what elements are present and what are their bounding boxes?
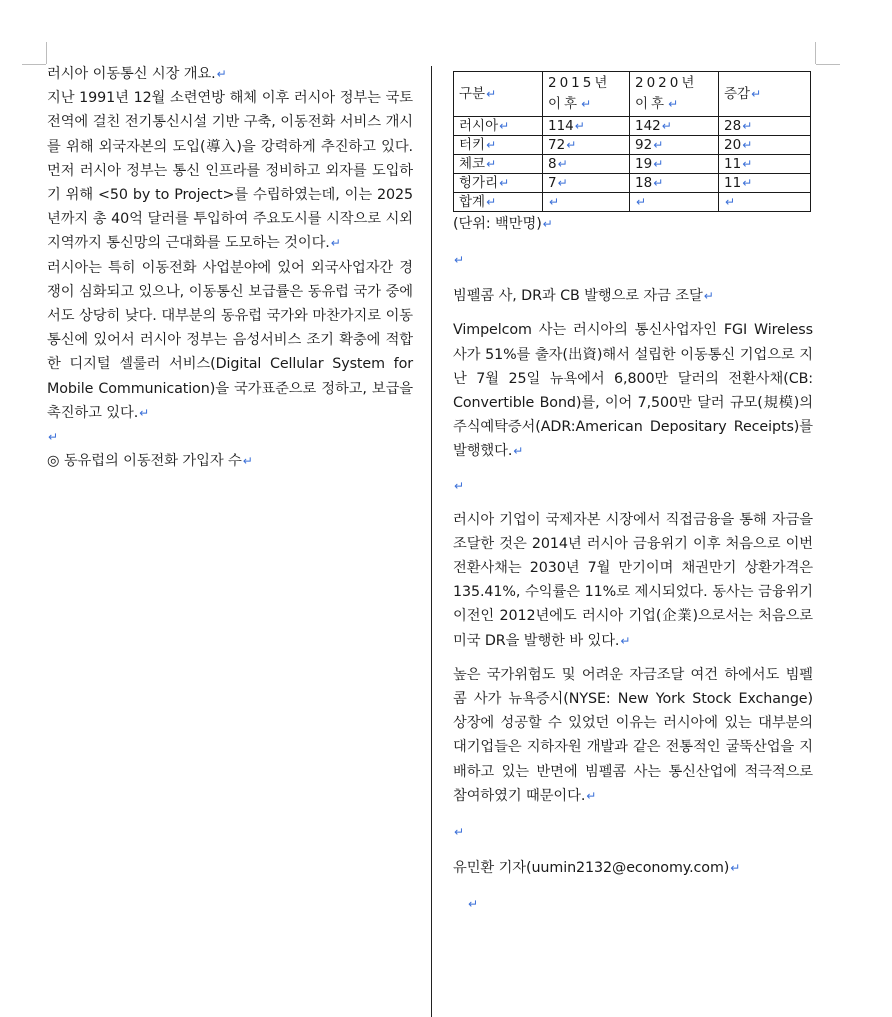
table-cell[interactable]: 18↵ (630, 174, 719, 193)
left-column (47, 62, 413, 473)
table-header-cell[interactable]: 구분↵ (454, 72, 543, 117)
body-paragraph[interactable]: 러시아는 특히 이동전화 사업분야에 있어 외국사업자간 경쟁이 심화되고 있으나, 이동통신 보급률은 동유럽 국가 중에서도 상당히 낮다. 대부분의 동유럽 국가와 마찬가지로 이동통신에 있어서 러시아 정부는 음성서비스 조기 확충에 적합한 디지털 셀룰러 서비스(Digital Cellular System for Mobile Communication)을 국가표준으로 정하고, 보급을 촉진하고 있다.↵ (47, 259, 413, 421)
table-cell[interactable]: 20↵ (719, 136, 811, 155)
table-cell[interactable]: 72↵ (543, 136, 630, 155)
table-header-row (454, 72, 811, 117)
table-cell[interactable]: 헝가리↵ (454, 174, 543, 193)
margin-corner-top-left (22, 64, 46, 65)
article-headline[interactable]: 빔펠콤 사, DR과 CB 발행으로 자금 조달↵ (453, 288, 714, 305)
body-paragraph[interactable]: 높은 국가위험도 및 어려운 자금조달 여건 하에서도 빔펠콤 사가 뉴욕증시(NYSE: New York Stock Exchange) 상장에 성공할 수 있었던 이유는 러시아에 있는 대부분의 대기업들은 지하자원 개발과 같은 전통적인 굴뚝산업을 지배하고 있는 반면에 빔펠콤 사는 통신산업에 적극적으로 참여하였기 때문이다.↵ (453, 666, 813, 804)
table-row (454, 136, 811, 155)
empty-paragraph[interactable]: ↵ (454, 478, 464, 493)
table-cell[interactable]: 러시아↵ (454, 117, 543, 136)
table-cell[interactable]: 11↵ (719, 174, 811, 193)
table-header-cell[interactable]: 2015년 이후↵ (543, 72, 630, 117)
table-header-cell[interactable]: 증감↵ (719, 72, 811, 117)
section-heading[interactable]: 러시아 이동통신 시장 개요.↵ (47, 66, 227, 82)
margin-corner-top-right (815, 42, 816, 64)
body-paragraph[interactable]: 러시아 기업이 국제자본 시장에서 직접금융을 통해 자금을 조달한 것은 2014년 러시아 금융위기 이후 처음으로 이번 전환사채는 2030년 7월 만기이며 채권만기 상환가격은 135.41%, 수익률은 11%로 제시되었다. 동사는 금융위기 이전인 2012년에도 러시아 기업(企業)으로서는 처음으로 미국 DR을 발행한 바 있다.↵ (453, 511, 813, 649)
table-cell[interactable]: ↵ (543, 193, 630, 212)
table-unit-note[interactable]: (단위: 백만명)↵ (453, 216, 553, 232)
table-cell[interactable]: 19↵ (630, 155, 719, 174)
table-cell[interactable]: 7↵ (543, 174, 630, 193)
column-divider (431, 66, 432, 1017)
margin-corner-top-left (46, 42, 47, 64)
byline[interactable]: 유민환 기자(uumin2132@economy.com)↵ (453, 860, 741, 877)
right-column (453, 64, 813, 916)
table-cell[interactable]: 114↵ (543, 117, 630, 136)
table-cell[interactable]: 28↵ (719, 117, 811, 136)
table-cell[interactable]: 92↵ (630, 136, 719, 155)
body-paragraph[interactable]: Vimpelcom 사는 러시아의 통신사업자인 FGI Wireless 사가 51%를 출자(出資)해서 설립한 이동통신 기업으로 지난 7월 25일 뉴욕에서 6,800만 달러의 전환사채(CB: Convertible Bond)를, 이어 7,500만 달러 규모(規模)의 주식예탁증서(ADR:American Depositary Receipts)를 발행했다.↵ (453, 322, 813, 460)
table-cell[interactable]: 합계↵ (454, 193, 543, 212)
empty-paragraph[interactable]: ↵ (454, 825, 464, 840)
table-row (454, 117, 811, 136)
empty-paragraph[interactable]: ↵ (468, 897, 478, 912)
table-caption[interactable]: ◎ 동유럽의 이동전화 가입자 수↵ (47, 453, 253, 470)
table-cell[interactable]: 8↵ (543, 155, 630, 174)
table-row (454, 174, 811, 193)
table-row-total (454, 193, 811, 212)
table-header-cell[interactable]: 2020년 이후↵ (630, 72, 719, 117)
empty-paragraph[interactable]: ↵ (454, 253, 464, 268)
table-cell[interactable]: ↵ (630, 193, 719, 212)
empty-paragraph[interactable]: ↵ (48, 430, 58, 445)
subscriber-table (453, 71, 811, 212)
table-row (454, 155, 811, 174)
margin-corner-top-right (816, 64, 840, 65)
table-cell[interactable]: ↵ (719, 193, 811, 212)
table-cell[interactable]: 11↵ (719, 155, 811, 174)
table-cell[interactable]: 터키↵ (454, 136, 543, 155)
body-paragraph[interactable]: 지난 1991년 12월 소련연방 해체 이후 러시아 정부는 국토 전역에 걸친 전기통신시설 기반 구축, 이동전화 서비스 개시를 위해 외국자본의 도입(導入)을 강력하게 추진하고 있다. 먼저 러시아 정부는 통신 인프라를 정비하고 외자를 도입하기 위해 <50 by to Project>를 수립하였는데, 이는 2025년까지 총 40억 달러를 투입하여 주요도시를 시작으로 시외지역까지 통신망의 근대화를 도모하는 것이다.↵ (47, 90, 413, 252)
table-cell[interactable]: 체코↵ (454, 155, 543, 174)
table-cell[interactable]: 142↵ (630, 117, 719, 136)
